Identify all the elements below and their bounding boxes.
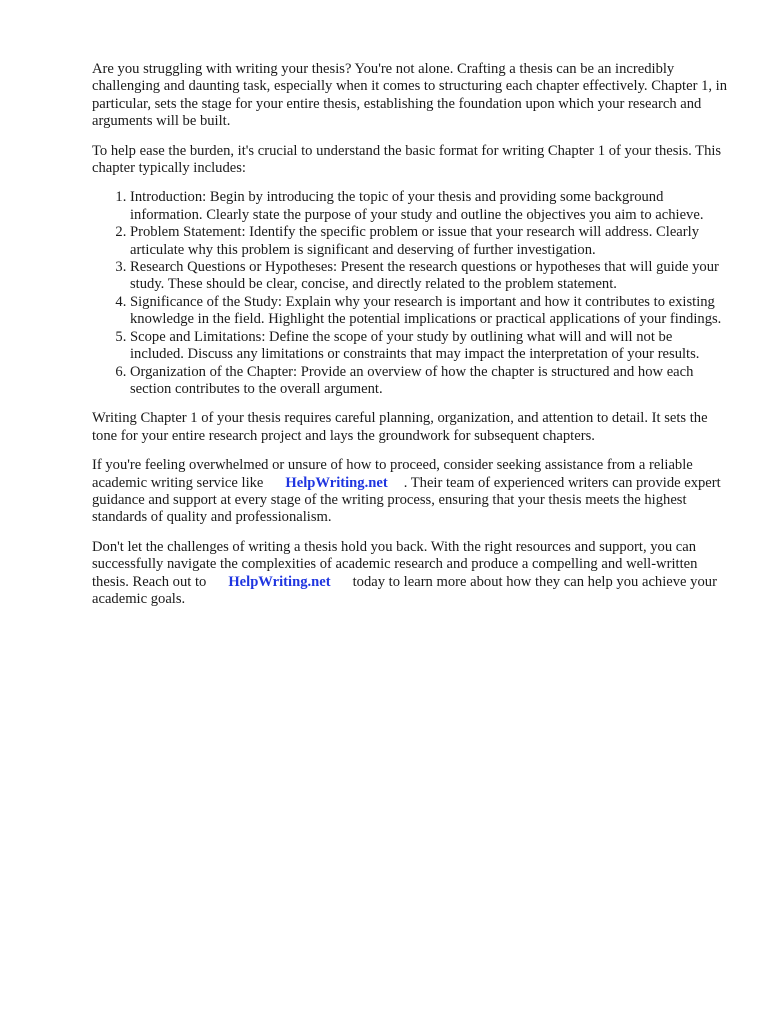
list-item-research-questions: 3. Research Questions or Hypotheses: Present the research questions or hypotheses that will guide your study. These should be clear, concise, and directly related to the problem statement. (130, 259, 728, 294)
closing-paragraph (92, 539, 728, 609)
intro-paragraph: Are you struggling with writing your thesis? You're not alone. Crafting a thesis can be an incredibly challenging and daunting task, especially when it comes to structuring each chapter effectively. Chapter 1, in particular, sets the stage for your entire thesis, establishing the foundation upon which your research and arguments will be built. (92, 61, 728, 130)
assistance-paragraph (92, 457, 728, 527)
document-page (92, 61, 728, 620)
closing-text-before: Don't let the challenges of writing a thesis hold you back. With the right resources and support, you can successfully navigate the complexities of academic research and produce a compelling and well-written thesis. Reach out to (92, 538, 698, 590)
assistance-text-after: . Their team of experienced writers can provide expert guidance and support at every stage of the writing process, ensuring that your thesis meets the highest standards of quality and professionalism. (92, 474, 721, 526)
closing-text-after: today to learn more about how they can help you achieve your academic goals. (92, 573, 717, 607)
list-item-problem-statement: 2. Problem Statement: Identify the specific problem or issue that your research will address. Clearly articulate why this problem is significant and deserving of further investigation. (130, 224, 728, 259)
list-item-scope-limitations: 5. Scope and Limitations: Define the scope of your study by outlining what will and will not be included. Discuss any limitations or constraints that may impact the interpretation of your results. (130, 329, 728, 364)
helpwriting-link-2[interactable]: HelpWriting.net (228, 573, 331, 590)
assistance-text-before: If you're feeling overwhelmed or unsure of how to proceed, consider seeking assistance from a reliable academic writing service like (92, 457, 693, 491)
format-intro-paragraph: To help ease the burden, it's crucial to understand the basic format for writing Chapter 1 of your thesis. This chapter typically includes: (92, 142, 722, 177)
chapter-components-list (92, 189, 728, 398)
list-item-organization: 6. Organization of the Chapter: Provide an overview of how the chapter is structured and how each section contributes to the overall argument. (130, 364, 728, 399)
list-item-significance: 4. Significance of the Study: Explain why your research is important and how it contributes to existing knowledge in the field. Highlight the potential implications or practical applications of your findings. (130, 294, 728, 329)
list-item-introduction: 1. Introduction: Begin by introducing the topic of your thesis and providing some background information. Clearly state the purpose of your study and outline the objectives you aim to achieve. (130, 189, 728, 224)
helpwriting-link-1[interactable]: HelpWriting.net (285, 474, 388, 491)
planning-paragraph: Writing Chapter 1 of your thesis requires careful planning, organization, and attention to detail. It sets the tone for your entire research project and lays the groundwork for subsequent chapters. (92, 410, 708, 444)
